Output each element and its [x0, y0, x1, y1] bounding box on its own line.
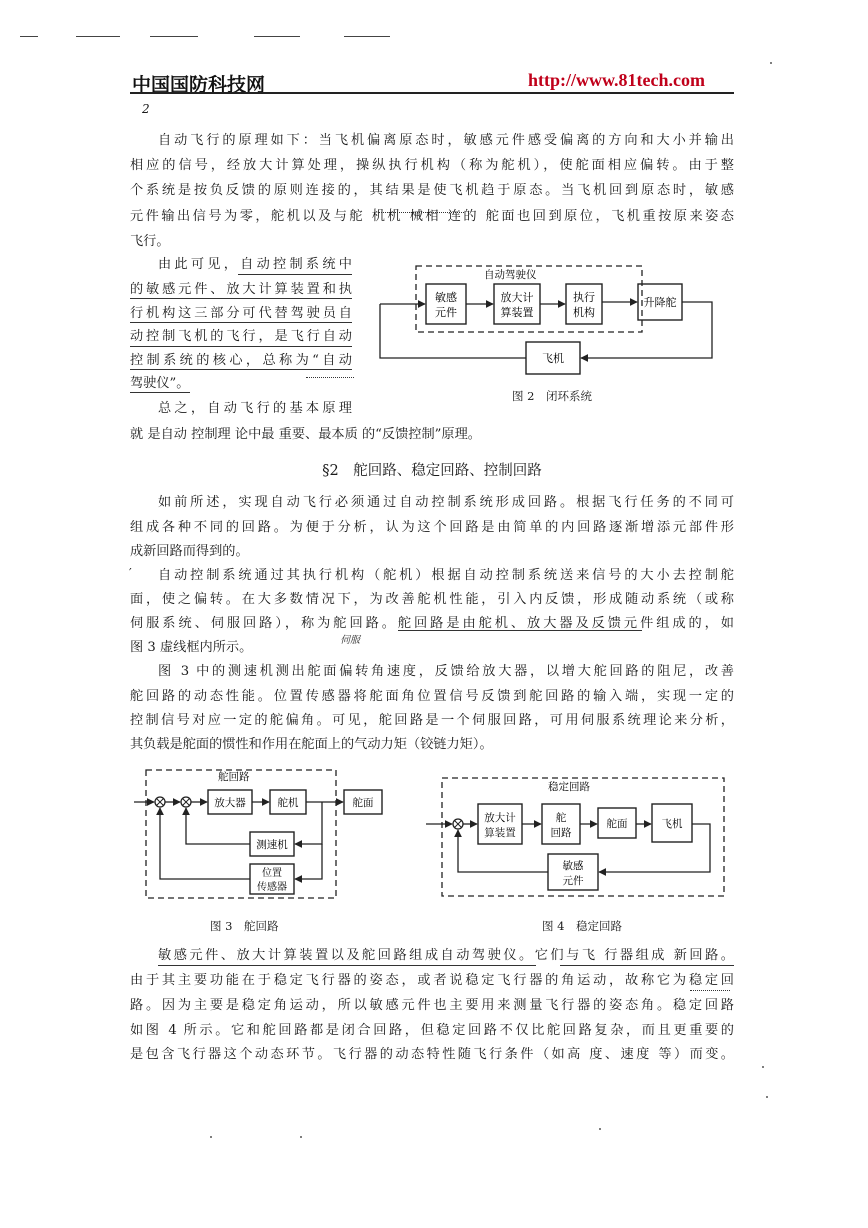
- figure-3-servo-loop-diagram: [134, 766, 394, 906]
- site-title: 中国国防科技网: [132, 74, 266, 96]
- paragraph-line: 图 3 中的测速机测出舵面偏转角速度，反馈给放大器，以增大舵回路的阻尼，改善: [158, 664, 734, 679]
- paragraph-line: 图 3 虚线框内所示。: [130, 640, 253, 655]
- paragraph-line: 自动飞行的原理如下：当飞机偏离原态时，敏感元件感受偏离的方向和大小并输出: [158, 133, 734, 148]
- scan-mark: ′: [129, 566, 132, 580]
- handwritten-underline: [130, 298, 352, 299]
- handwritten-underline: [130, 346, 352, 347]
- servo-loop-label: 舵回路: [218, 771, 250, 783]
- autopilot-label: 自动驾驶仪: [484, 269, 537, 281]
- handwritten-underline: [690, 985, 730, 991]
- amplifier-label-1: 放大计: [500, 291, 534, 304]
- control-surface-label: 舵面: [352, 797, 374, 809]
- handwritten-underline: [158, 965, 536, 966]
- scan-mark: [20, 36, 38, 37]
- servo-label: 舵机: [277, 797, 299, 809]
- figure-4-caption: 图 4 稳定回路: [542, 919, 622, 933]
- amplifier-label-2: 算装置: [484, 827, 516, 839]
- handwritten-underline: [130, 322, 352, 323]
- position-sensor-label-2: 传感器: [257, 882, 287, 893]
- figure-3-caption: 图 3 舵回路: [210, 919, 279, 933]
- figure-2-closed-loop-diagram: [376, 258, 736, 382]
- scan-speck: [770, 62, 772, 64]
- amplifier-label: 放大器: [214, 797, 246, 809]
- sensor-label-2: 元件: [435, 306, 457, 319]
- scan-speck: [766, 1096, 768, 1098]
- paragraph-line: 如图 4 所示。它和舵回路都是闭合回路，但稳定回路不仅比舵回路复杂，而且更重要的: [130, 1023, 734, 1038]
- sensor-label-1: 敏感: [562, 860, 584, 872]
- paragraph-line: 路。因为主要是稳定角运动，所以敏感元件也主要用来测量飞行器的姿态角。稳定回路: [130, 998, 734, 1013]
- aircraft-label: 飞机: [542, 352, 564, 365]
- handwritten-underline: [130, 392, 190, 393]
- paragraph-line: 舵回路的动态性能。位置传感器将舵面角位置信号反馈到舵回路的输入端，实现一定的: [130, 689, 734, 704]
- header-rule: [130, 92, 734, 94]
- paragraph-line: 飞行。: [130, 234, 170, 249]
- paragraph-line: 元件输出信号为零，舵机以及与舵 机机 械相 连的 舵面也回到原位，飞机重按原来姿态: [130, 209, 734, 224]
- paragraph-line: 自动控制系统通过其执行机构（舵机）根据自动控制系统送来信号的大小去控制舵: [158, 568, 734, 583]
- scan-mark: [254, 36, 300, 37]
- scan-mark: [76, 36, 120, 37]
- actuator-label-2: 机构: [573, 306, 595, 319]
- paragraph-line: 敏感元件、放大计算装置以及舵回路组成自动驾驶仪。它们与飞 行器组成 新回路。: [158, 948, 734, 963]
- paragraph-line: 总之，自动飞行的基本原理: [158, 401, 352, 416]
- handwritten-underline: [306, 372, 354, 378]
- site-url[interactable]: http://www.81tech.com: [528, 70, 705, 90]
- aircraft-label: 飞机: [661, 818, 683, 830]
- handwritten-underline: [398, 630, 642, 631]
- scan-speck: [210, 1136, 212, 1138]
- scan-mark: [344, 36, 390, 37]
- stability-loop-label: 稳定回路: [548, 781, 590, 793]
- handwritten-underline: [560, 965, 734, 966]
- figure-2-caption: 图 2 闭环系统: [512, 389, 592, 403]
- section-heading: §2 舵回路、稳定回路、控制回路: [322, 463, 542, 479]
- control-surface-label: 舵面: [606, 818, 628, 830]
- figure-4-stability-loop-diagram: [422, 774, 734, 902]
- scan-speck: [599, 1128, 601, 1130]
- handwritten-underline: [130, 369, 352, 370]
- amplifier-label-1: 放大计: [484, 812, 516, 824]
- sensor-label-2: 元件: [562, 875, 584, 887]
- page-number: 2: [142, 102, 150, 116]
- scan-speck: [762, 1066, 764, 1068]
- paragraph-line: 行机构这三部分可代替驾驶员自: [130, 306, 352, 321]
- handwritten-underline: [378, 207, 464, 213]
- paragraph-line: 控制系统的核心，总称为“自动: [130, 353, 352, 368]
- paragraph-line: 由于其主要功能在于稳定飞行器的姿态，或者说稳定飞行器的角运动，故称它为稳定回: [130, 973, 734, 988]
- paragraph-line: 成新回路而得到的。: [130, 544, 249, 559]
- actuator-label-1: 执行: [573, 291, 595, 304]
- paragraph-line: 组成各种不同的回路。为便于分析，认为这个回路是由简单的内回路逐渐增添元部件形: [130, 520, 734, 535]
- tachometer-label: 测速机: [256, 839, 288, 851]
- paragraph-line: 个系统是按负反馈的原则连接的，其结果是使飞机趋于原态。当飞机回到原态时，敏感: [130, 183, 734, 198]
- paragraph-line: 伺服系统、伺服回路），称为舵回路。舵回路是由舵机、放大器及反馈元件组成的，如: [130, 616, 734, 631]
- servo-loop-label-2: 回路: [550, 827, 572, 839]
- paragraph-line: 相应的信号，经放大计算处理，操纵执行机构（称为舵机），使舵面相应偏转。由于整: [130, 158, 734, 173]
- sensor-label-1: 敏感: [435, 291, 457, 304]
- paragraph-line: 如前所述，实现自动飞行必须通过自动控制系统形成回路。根据飞行任务的不同可: [158, 495, 734, 510]
- paragraph-line: 由此可见，自动控制系统中: [158, 257, 352, 272]
- elevator-label: 升降舵: [643, 296, 677, 309]
- paragraph-line: 控制信号对应一定的舵偏角。可见，舵回路是一个伺服回路，可用伺服系统理论来分析，: [130, 713, 734, 728]
- paragraph-line: 的敏感元件、放大计算装置和执: [130, 282, 352, 297]
- servo-loop-label-1: 舵: [555, 812, 567, 824]
- paragraph-line: 面，使之偏转。在大多数情况下，为改善舵机性能，引入内反馈，形成随动系统（或称: [130, 592, 734, 607]
- paragraph-line: 其负载是舵面的惯性和作用在舵面上的气动力矩（铰链力矩）。: [130, 737, 493, 752]
- paragraph-line: 动控制飞机的飞行，是飞行自动: [130, 329, 352, 344]
- paragraph-line: 是包含飞行器这个动态环节。飞行器的动态特性随飞行条件（如高 度、速度 等）而变。: [130, 1047, 734, 1062]
- position-sensor-label-1: 位置: [262, 868, 282, 879]
- handwritten-underline: [238, 274, 352, 275]
- scan-speck: [300, 1136, 302, 1138]
- scan-mark: [150, 36, 198, 37]
- paragraph-line: 驾驶仪”。: [130, 376, 190, 391]
- handwritten-margin-note: 伺服: [340, 635, 360, 646]
- paragraph-line: 就 是自动 控制理 论中最 重要、最本质 的“反馈控制”原理。: [130, 427, 481, 442]
- amplifier-label-2: 算装置: [500, 306, 534, 319]
